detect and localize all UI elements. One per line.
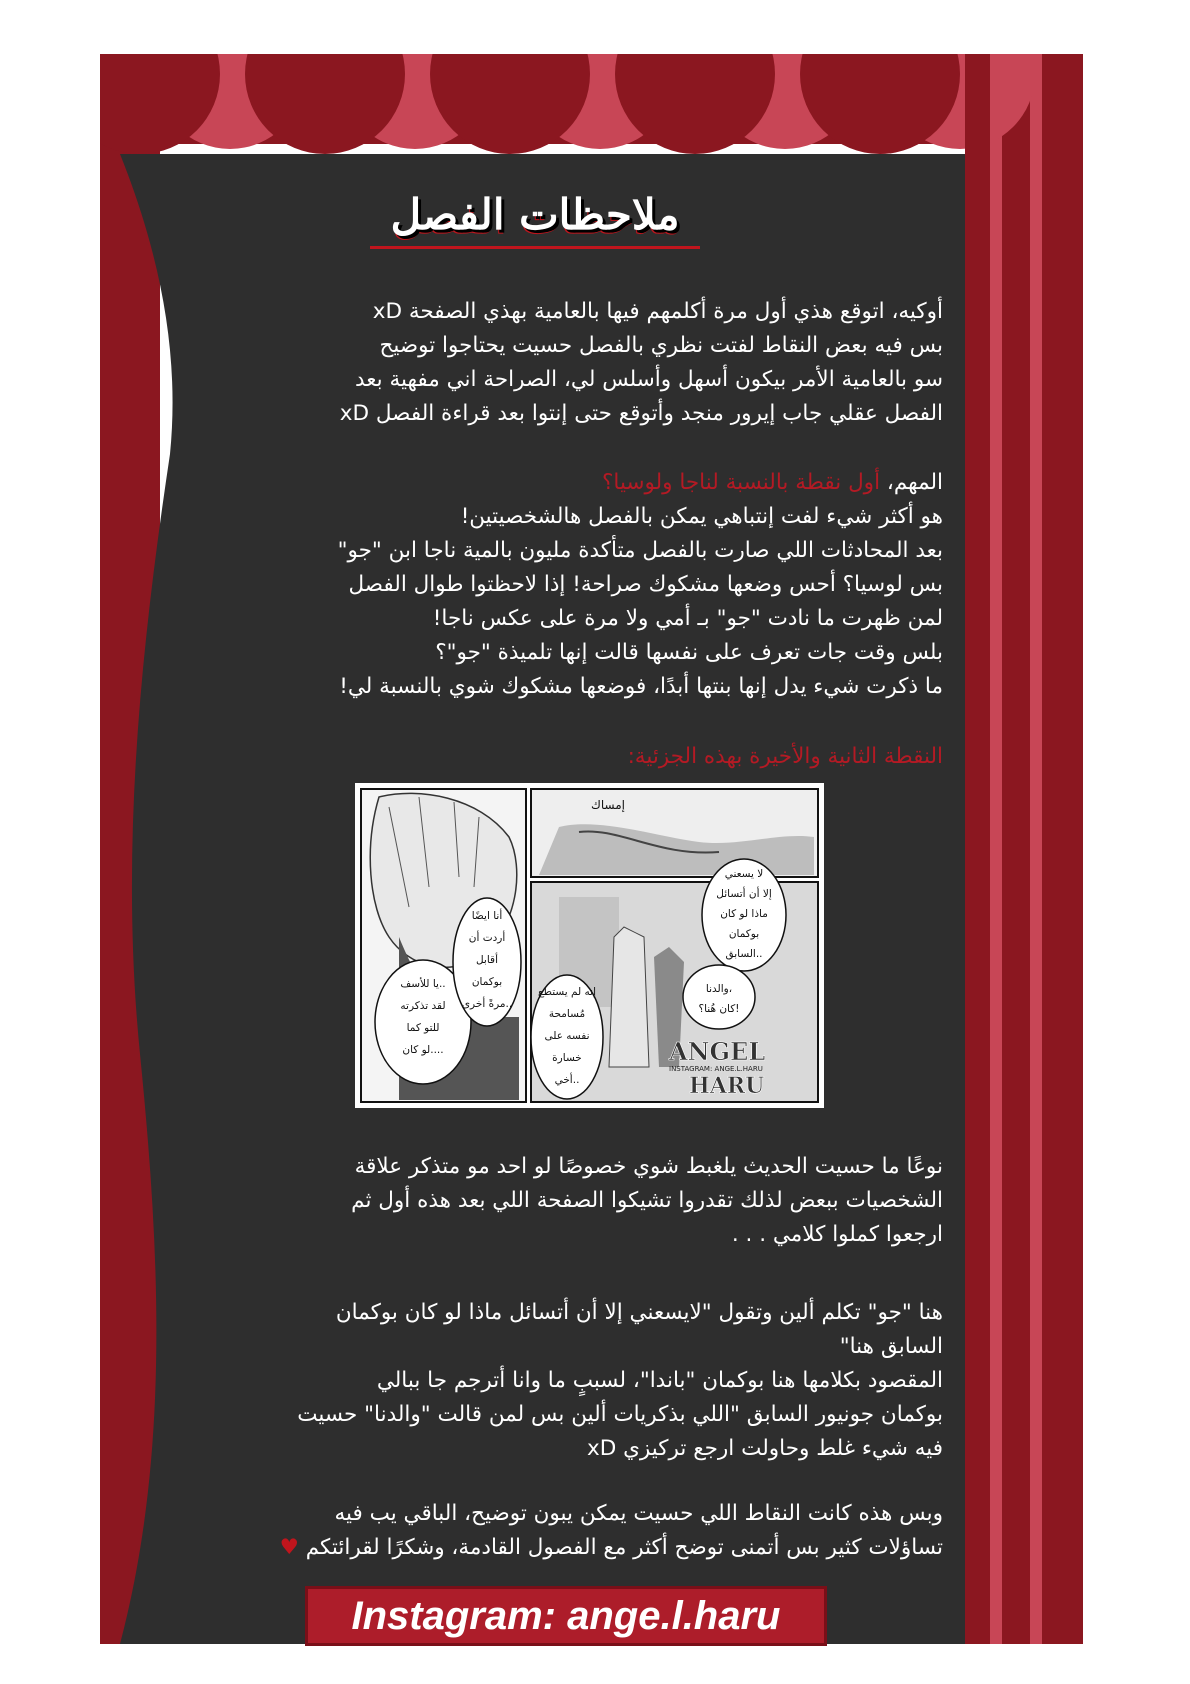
title-underline	[370, 246, 700, 249]
intro-line: بس فيه بعض النقاط لفتت نظري بالفصل حسيت يحتاجوا توضيح	[379, 333, 943, 358]
point-one-prefix: المهم،	[880, 470, 943, 495]
point-one-heading: أول نقطة بالنسبة لناجا ولوسيا؟	[602, 470, 881, 495]
paragraph-line: المقصود بكلامها هنا بوكمان "باندا"، لسببٍ ما وانا أترجم جا ببالي	[376, 1368, 943, 1393]
bubble-text: أقابل	[475, 954, 499, 966]
intro-paragraph	[183, 295, 943, 431]
bubble-text: كان هُنا؟!	[698, 1003, 740, 1015]
paragraph-line: فيه شيء غلط وحاولت ارجع تركيزي xD	[586, 1436, 943, 1461]
bubble-text: خسارة	[552, 1052, 582, 1064]
paragraph-line-with-heart	[153, 1531, 943, 1565]
manga-illustration	[359, 787, 820, 1104]
bubble-text: أخي..	[554, 1074, 580, 1086]
paragraph-line: بوكمان جونيور السابق "اللي بذكريات ألين بس لمن قالت "والدنا" حسيت	[297, 1402, 943, 1427]
bubble-text: بوكمان	[728, 928, 760, 940]
intro-line: الفصل عقلي جاب إيرور منجد وأتوقع حتى إنتوا بعد قراءة الفصل xD	[339, 401, 943, 426]
point-one-line: لمن ظهرت ما نادت "جو" بـ أمي ولا مرة على عكس ناجا!	[432, 606, 943, 631]
paragraph-line: وبس هذه كانت النقاط اللي حسيت يمكن يبون توضيح، الباقي يب فيه	[334, 1501, 943, 1526]
point-one-line: بعد المحادثات اللي صارت بالفصل متأكدة مليون بالمية ناجا ابن "جو"	[337, 538, 943, 563]
bubble-text: يا للأسف..	[400, 978, 446, 990]
point-one-heading-line	[183, 466, 943, 500]
bubble-text: مُسامحة	[548, 1008, 586, 1020]
intro-line: أوكيه، اتوقع هذي أول مرة أكلمهم فيها بالعامية بهذي الصفحة xD	[372, 299, 943, 324]
manga-panel-image	[355, 783, 824, 1108]
page-title: ملاحظات الفصل	[390, 190, 680, 239]
paragraph-five	[153, 1497, 943, 1565]
manga-sfx: إمساك	[591, 798, 626, 812]
paragraph-line: السابق هنا"	[839, 1334, 943, 1359]
point-one-paragraph	[183, 466, 943, 704]
point-one-line: بلس وقت جات تعرف على نفسها قالت إنها تلميذة "جو"؟	[435, 640, 943, 665]
bubble-text: السابق..	[725, 948, 763, 960]
bubble-text: أردت أن	[468, 932, 506, 944]
watermark-sub: INSTAGRAM: ANGE.L.HARU	[669, 1065, 763, 1073]
bubble-text: إنه لم يستطع	[538, 986, 596, 998]
bubble-text: لو كان....	[402, 1044, 444, 1056]
paragraph-three	[183, 1150, 943, 1252]
bubble-text: إلا أن أتسائل	[716, 888, 772, 900]
paragraph-line: الشخصيات ببعض لذلك تقدروا تشيكوا الصفحة اللي بعد هذه أول ثم	[351, 1188, 943, 1213]
instagram-banner: Instagram: ange.l.haru	[305, 1586, 827, 1646]
bubble-text: أنا ايضًا	[471, 910, 503, 922]
bubble-text: مرةً أخرى..	[461, 998, 513, 1010]
watermark-angel: ANGEL	[669, 1037, 766, 1066]
paragraph-line: نوعًا ما حسيت الحديث يلغبط شوي خصوصًا لو احد مو متذكر علاقة	[354, 1154, 943, 1179]
bubble-text: بوكمان	[471, 976, 503, 988]
point-one-line: هو أكثر شيء لفت إنتباهي يمكن بالفصل هالشخصيتين!	[460, 504, 943, 529]
heart-icon: ♥	[279, 1535, 299, 1560]
bubble-text: لقد تذكرته	[400, 1000, 446, 1012]
bubble-text: لا يسعني	[724, 868, 764, 880]
paragraph-line: ارجعوا كملوا كلامي . . .	[731, 1222, 943, 1247]
bubble-text: للتو كما	[406, 1022, 440, 1034]
point-one-line: بس لوسيا؟ أحس وضعها مشكوك صراحة! إذا لاحظتوا طوال الفصل	[348, 572, 943, 597]
paragraph-line: هنا "جو" تكلم ألين وتقول "لايسعني إلا أن أتسائل ماذا لو كان بوكمان	[335, 1300, 943, 1325]
paragraph-four	[153, 1296, 943, 1466]
bubble-text: ماذا لو كان	[720, 908, 768, 920]
watermark-haru: HARU	[689, 1073, 765, 1099]
point-two-heading: النقطة الثانية والأخيرة بهذه الجزئية:	[627, 744, 943, 769]
bubble-text: نفسه على	[544, 1030, 590, 1042]
point-one-line: ما ذكرت شيء يدل إنها بنتها أبدًا، فوضعها مشكوك شوي بالنسبة لي!	[339, 674, 943, 699]
paragraph-line-text: تساؤلات كثير بس أتمنى توضح أكثر مع الفصول القادمة، وشكرًا لقرائتكم	[305, 1535, 943, 1560]
point-two-heading-block	[183, 740, 943, 774]
intro-line: سو بالعامية الأمر بيكون أسهل وأسلس لي، الصراحة اني مفهية بعد	[354, 367, 943, 392]
bubble-text: والدنا،	[705, 983, 733, 995]
